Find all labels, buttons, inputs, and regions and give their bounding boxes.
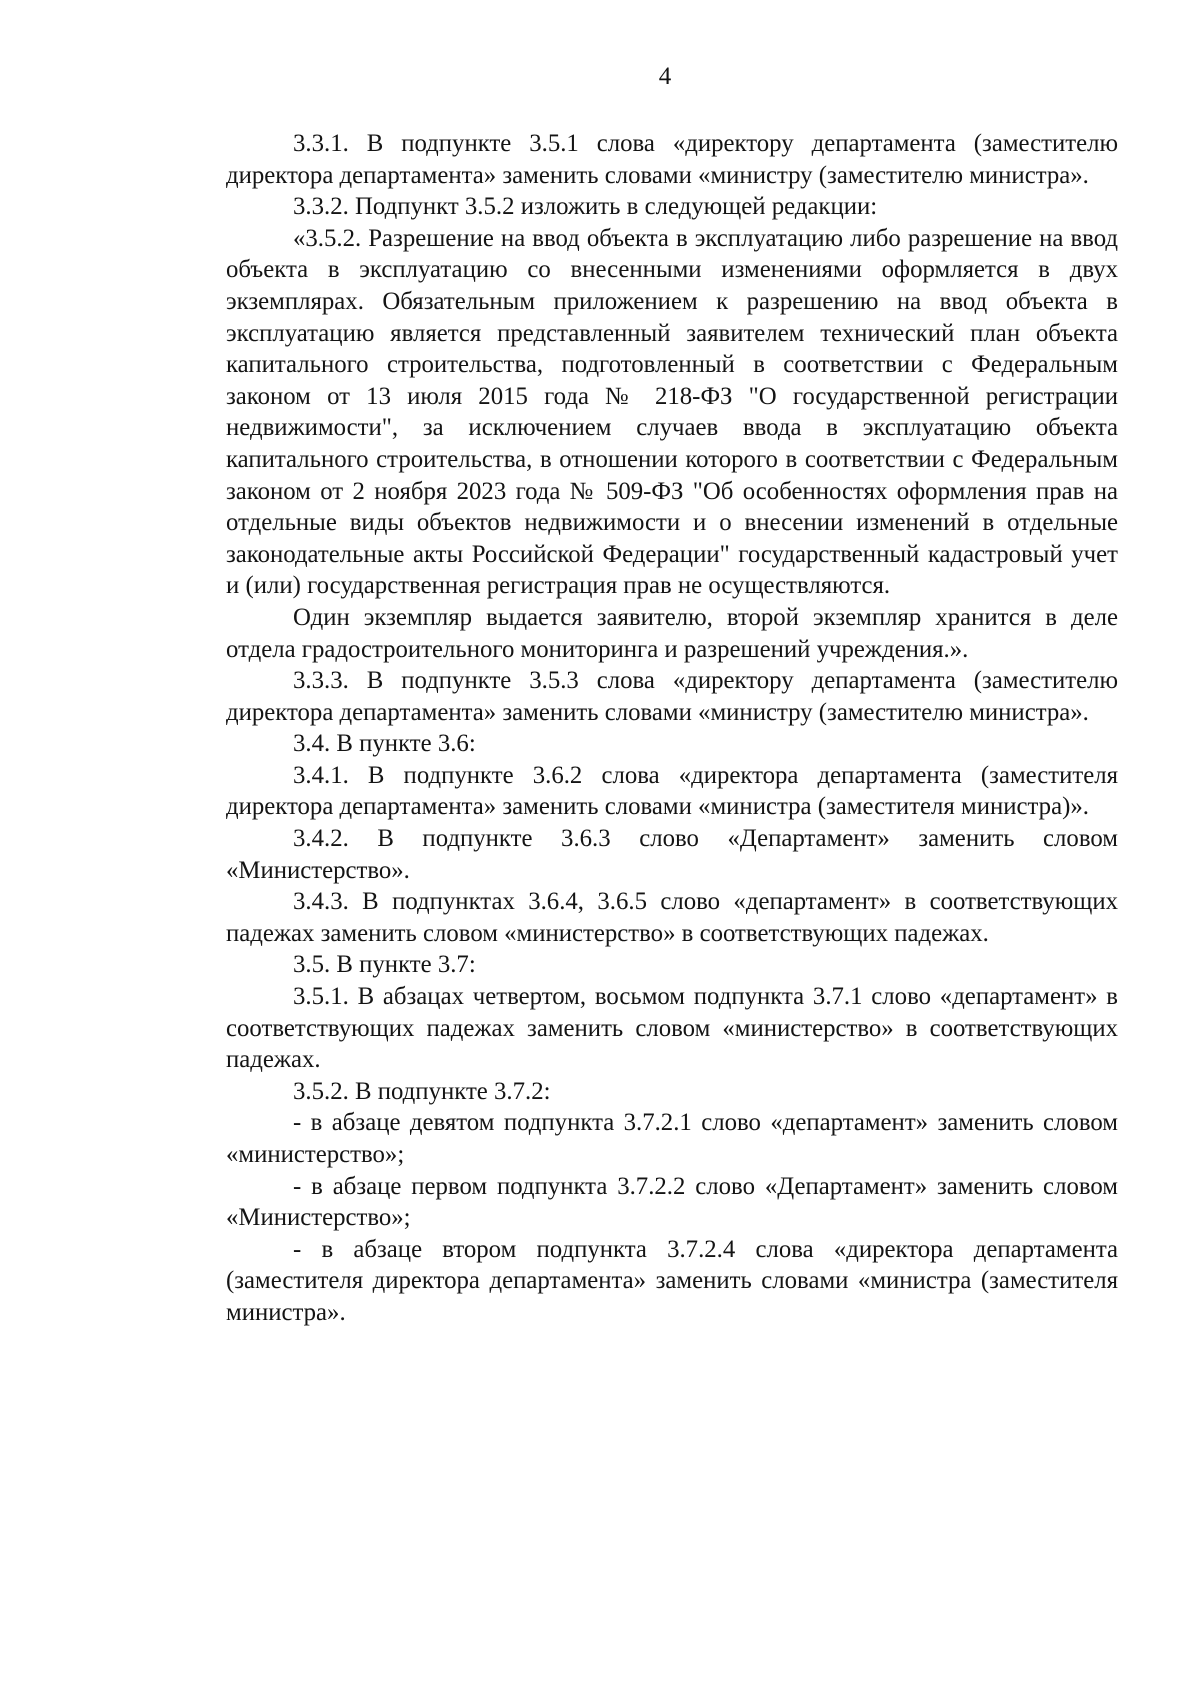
paragraph-3-4-3: 3.4.3. В подпунктах 3.6.4, 3.6.5 слово «департамент» в соответствующих падежах заменить словом «министерство» в соответствующих падежах. [226, 888, 1118, 947]
paragraph-3-5-1: 3.5.1. В абзацах четвертом, восьмом подпункта 3.7.1 слово «департамент» в соответствующих падежах заменить словом «министерство» в соответствующих падежах. [226, 983, 1118, 1074]
paragraph-3-3-2: 3.3.2. Подпункт 3.5.2 изложить в следующей редакции: [293, 193, 878, 221]
list-item-3-7-2-2: - в абзаце первом подпункта 3.7.2.2 слово «Департамент» заменить словом «Министерство»; [226, 1172, 1118, 1232]
paragraph-3-5: 3.5. В пункте 3.7: [293, 951, 476, 979]
page-number: 4 [658, 63, 672, 90]
paragraph-3-5-2: 3.5.2. В подпункте 3.7.2: [293, 1077, 551, 1105]
paragraph-3-4-2: 3.4.2. В подпункте 3.6.3 слово «Департамент» заменить словом «Министерство». [226, 825, 1118, 884]
paragraph-3-3-1: 3.3.1. В подпункте 3.5.1 слова «директору департамента (заместителю директора департамента» заменить словами «министру (заместителю министра». [226, 130, 1118, 189]
paragraph-copies: Один экземпляр выдается заявителю, второй экземпляр хранится в деле отдела градостроительного мониторинга и разрешений учреждения.». [226, 603, 1118, 663]
list-item-3-7-2-1: - в абзаце девятом подпункта 3.7.2.1 слово «департамент» заменить словом «министерство»; [226, 1109, 1118, 1168]
paragraph-3-4: 3.4. В пункте 3.6: [293, 730, 476, 758]
list-item-3-7-2-4: - в абзаце втором подпункта 3.7.2.4 слова «директора департамента (заместителя директора департамента» заменить словами «министра (заместителя министра». [226, 1235, 1118, 1326]
document-body [226, 128, 1118, 1329]
paragraph-3-4-1: 3.4.1. В подпункте 3.6.2 слова «директора департамента (заместителя директора департамента» заменить словами «министра (заместителя министра)». [226, 761, 1118, 821]
paragraph-3-3-3: 3.3.3. В подпункте 3.5.3 слова «директору департамента (заместителю директора департамента» заменить словами «министру (заместителю министра». [226, 667, 1118, 726]
paragraph-3-5-2-quote: «3.5.2. Разрешение на ввод объекта в эксплуатацию либо разрешение на ввод объекта в эксплуатацию со внесенными изменениями оформляется в двух экземплярах. Обязательным приложением к разрешению на ввод объекта в эксплуатацию является представленный заявителем технический план объекта капитального строительства, подготовленный в соответствии с Федеральным законом от 13 июля 2015 года № 218-ФЗ "О государственной регистрации недвижимости", за исключением случаев ввода в эксплуатацию объекта капитального строительства, в отношении которого в соответствии с Федеральным законом от 2 ноября 2023 года № 509-ФЗ "Об особенностях оформления прав на отдельные виды объектов недвижимости и о внесении изменений в отдельные законодательные акты Российской Федерации" государственный кадастровый учет и (или) государственная регистрация прав не осуществляются. [226, 224, 1118, 600]
